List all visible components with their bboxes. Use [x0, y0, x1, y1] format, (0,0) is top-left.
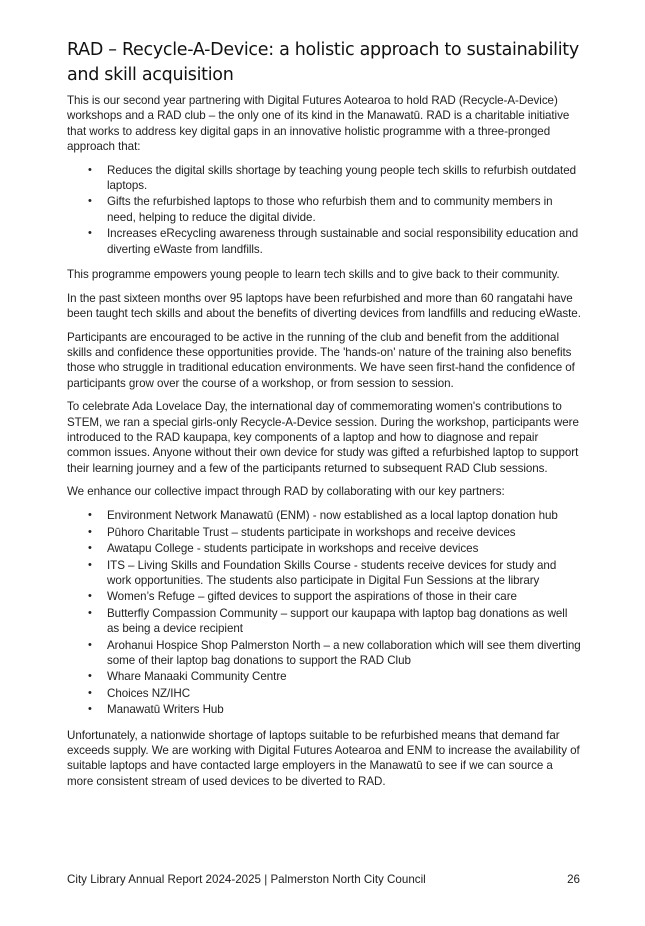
bullet-icon: • [88, 542, 92, 555]
bullet-icon: • [88, 686, 92, 699]
intro-paragraph: This is our second year partnering with Digital Futures Aotearoa to hold RAD (Recycle-A-Device) workshops and a RAD club – the only one of its kind in the Manawatū. RAD is a charitable initiative that works to address key digital gaps in an innovative holistic programme with a three-pronged approach that: [67, 94, 570, 153]
bullet-icon: • [88, 525, 92, 538]
list-item: • Manawatū Writers Hub [88, 703, 224, 717]
bullet-icon: • [88, 638, 92, 651]
page-number: 26 [567, 873, 580, 886]
list-item: • Gifts the refurbished laptops to those who refurbish them and to community members in need, helping to reduce the digital divide. [88, 195, 553, 224]
partners-list [67, 508, 582, 718]
section-heading: RAD – Recycle-A-Device: a holistic approach to sustainability and skill acquisition [67, 40, 579, 85]
bullet-icon: • [88, 163, 92, 176]
footer-report-title: City Library Annual Report 2024-2025 | Palmerston North City Council [67, 873, 426, 886]
closing-paragraph: Unfortunately, a nationwide shortage of laptops suitable to be refurbished means that demand far exceeds supply. We are working with Digital Futures Aotearoa and ENM to increase the availability of suitable laptops and have contacted large employers in the Manawatū to see if we can source a more consistent stream of used devices to be diverted to RAD. [67, 728, 580, 788]
page-footer [67, 872, 580, 887]
list-item: • Pūhoro Charitable Trust – students participate in workshops and receive devices [88, 525, 516, 539]
body-paragraph: In the past sixteen months over 95 laptops have been refurbished and more than 60 rangatahi have been taught tech skills and about the benefits of diverting devices from landfills and reducing eWaste. [67, 291, 581, 320]
bullet-icon: • [88, 195, 92, 208]
body-paragraph: Participants are encouraged to be active in the running of the club and benefit from the additional skills and confidence these opportunities provide. The 'hands-on' nature of the training also benefits those who struggle in traditional education environments. We have seen first-hand the confidence of participants grow over the course of a workshop, or from session to session. [67, 330, 575, 390]
body-paragraph: This programme empowers young people to learn tech skills and to give back to their community. [67, 267, 560, 281]
bullet-icon: • [88, 590, 92, 603]
approach-list [67, 163, 582, 257]
list-item: • Whare Manaaki Community Centre [88, 670, 287, 684]
list-item: • Increases eRecycling awareness through sustainable and social responsibility education and diverting eWaste from landfills. [88, 227, 579, 256]
body-paragraph: We enhance our collective impact through RAD by collaborating with our key partners: [67, 485, 505, 499]
list-item: • Butterfly Compassion Community – support our kaupapa with laptop bag donations as well as being a device recipient [88, 606, 568, 636]
bullet-icon: • [88, 227, 92, 240]
list-item: • Reduces the digital skills shortage by teaching young people tech skills to refurbish outdated laptops. [88, 163, 576, 192]
document-page [67, 38, 582, 797]
list-item: • Arohanui Hospice Shop Palmerston North – a new collaboration which will see them diverting some of their laptop bag donations to support the RAD Club [88, 638, 581, 667]
list-item: • Women’s Refuge – gifted devices to support the aspirations of those in their care [88, 590, 517, 604]
list-item: • ITS – Living Skills and Foundation Skills Course - students receive devices for study and work opportunities. The students also participate in Digital Fun Sessions at the library [88, 558, 557, 587]
list-item: • Awatapu College - students participate in workshops and receive devices [88, 542, 479, 556]
bullet-icon: • [88, 509, 92, 522]
bullet-icon: • [88, 670, 92, 683]
list-item: • Choices NZ/IHC [88, 686, 191, 700]
list-item: • Environment Network Manawatū (ENM) - now established as a local laptop donation hub [88, 509, 558, 523]
body-paragraph: To celebrate Ada Lovelace Day, the international day of commemorating women's contributions to STEM, we ran a special girls-only Recycle-A-Device session. During the workshop, participants were introduced to the RAD kaupapa, key components of a laptop and how to diagnose and repair common issues. Anyone without their own device for study was gifted a refurbished laptop to support their learning journey and a few of the participants returned to subsequent RAD Club sessions. [67, 400, 579, 475]
bullet-icon: • [88, 703, 92, 716]
bullet-icon: • [88, 558, 92, 571]
bullet-icon: • [88, 606, 92, 619]
